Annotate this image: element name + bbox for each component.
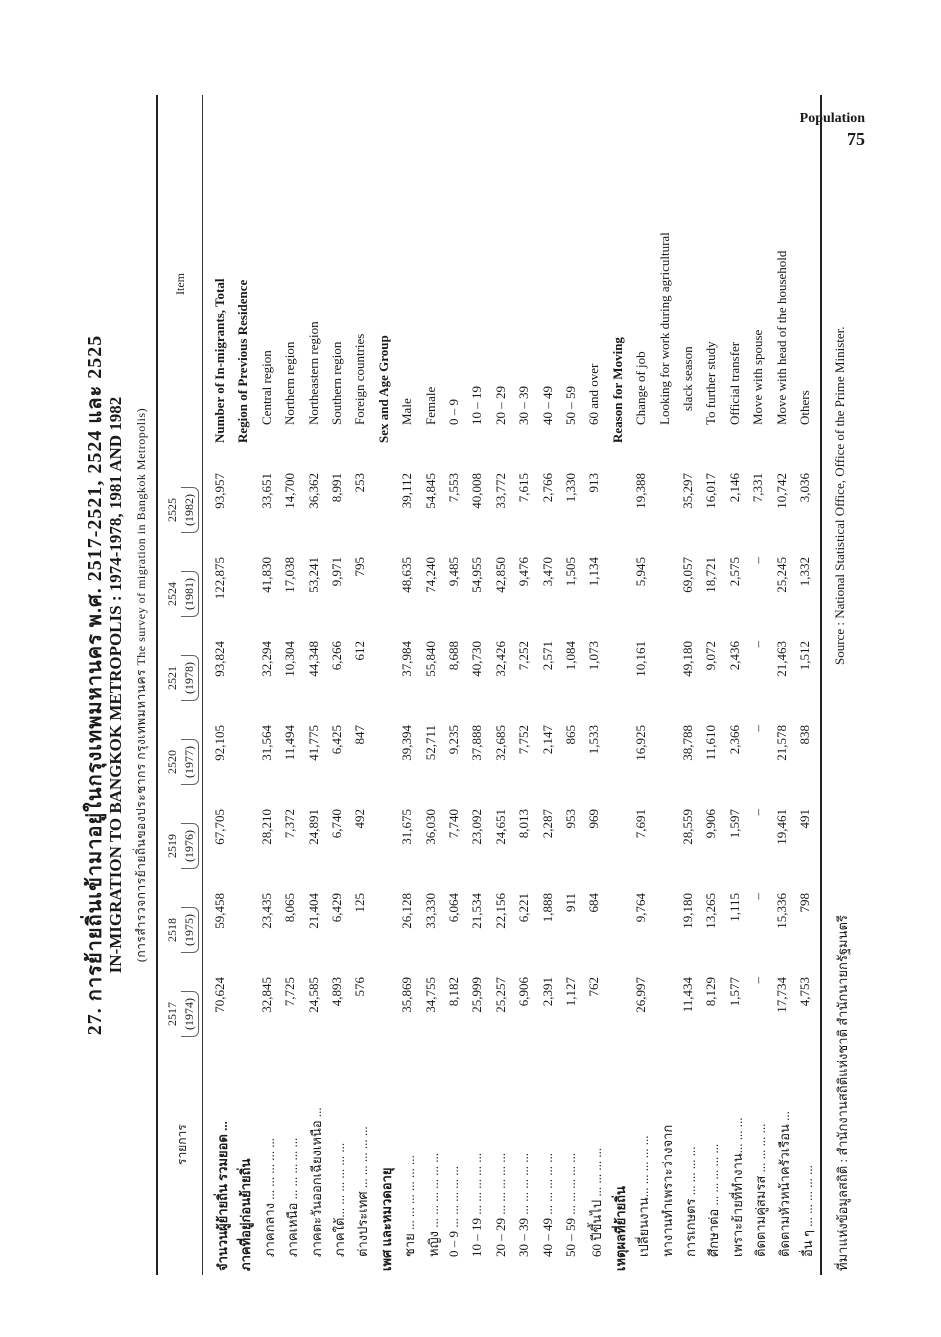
table-cell: 838 [797,725,812,745]
table-row [421,95,443,1275]
table-row [584,95,606,1275]
table-cell: 9,764 [633,893,649,923]
row-label-english: 10 – 19 [469,386,485,425]
table-cell: 70,624 [212,977,227,1013]
table-cell: 1,332 [797,557,812,587]
table-cell: 7,252 [516,641,532,671]
column-year-thai: 2519 [165,834,179,858]
row-label-english: Foreign countries [352,333,368,425]
table-cell: 44,348 [305,641,321,677]
table-cell: 13,265 [703,893,719,929]
table-cell: 8,182 [446,977,461,1007]
table-row [655,95,677,1275]
table-row [561,95,583,1275]
row-label-english: Change of job [633,351,649,425]
row-label-english: 40 – 49 [539,386,555,425]
table-cell: 491 [797,809,812,829]
table-subtitle: (การสำรวจการย้ายถิ่นของประชากร กรุงเทพมหานคร The survey of migration in Bangkok Metropolis) [134,407,148,963]
table-row [327,95,349,1275]
table-cell: 52,711 [422,725,438,761]
table-cell: 15,336 [773,893,789,929]
table-cell: 38,788 [680,725,695,761]
table-cell: 8,991 [329,473,344,503]
table-row [772,95,794,1275]
row-label-english: To further study [703,341,719,425]
row-label-english: Region of Previous Residence [235,279,251,443]
table-cell: 795 [352,557,368,577]
row-label-thai: จำนวนผู้ย้ายถิ่น รวมยอด ... [215,1121,230,1271]
table-cell: 1,597 [726,809,742,839]
row-label-english: 20 – 29 [492,386,508,425]
table-row [444,95,466,1275]
table-cell: 23,092 [469,809,485,845]
row-label-english: 50 – 59 [563,386,578,425]
table-cell: 4,893 [329,977,344,1007]
table-cell: 26,128 [399,893,415,929]
table-cell: 2,147 [539,725,555,755]
row-label-english: Female [422,386,438,425]
column-year-english: (1976) [181,823,199,869]
row-label-thai: เปลี่ยนงาน... ... ... ... ... [636,1135,652,1257]
table-cell: 1,127 [563,977,578,1007]
table-cell: 3,470 [539,557,555,587]
table-row [210,95,232,1275]
table-cell: 10,742 [773,473,789,509]
row-label-english: Southern region [329,341,344,425]
table-cell: 24,891 [305,809,321,845]
table-cell: 25,257 [492,977,508,1013]
table-cell: 6,740 [329,809,344,839]
table-cell: 22,156 [492,893,508,929]
table-cell: 7,615 [516,473,532,503]
table-row [257,95,279,1275]
row-label-thai: เหตุผลที่ย้ายถิ่น [612,1186,628,1271]
table-cell: 69,057 [680,557,695,593]
table-cell: 31,564 [258,725,274,761]
row-label-thai: การเกษตร ... ... ... ... [683,1146,698,1257]
table-cell: 253 [352,473,368,493]
row-label-english: Central region [258,350,274,425]
table-cell: 37,888 [469,725,485,761]
table-cell: 798 [797,893,812,913]
column-year-thai: 2521 [165,666,179,690]
table-cell: 9,476 [516,557,532,587]
row-label-thai: ต่างประเทศ ... ... ... ... ... [355,1126,371,1257]
row-label-english: Sex and Age Group [375,335,391,443]
row-label-thai: 20 – 29 ... ... ... ... ... [492,1153,508,1257]
table-cell: 16,925 [633,725,649,761]
table-row [491,95,513,1275]
table-cell: 48,635 [399,557,415,593]
table-cell: 847 [352,725,368,745]
row-label-thai: อื่น ๆ ... ... ... ... ... [800,1165,815,1257]
table-cell: 32,685 [492,725,508,761]
column-header [164,991,199,1037]
table-cell: 42,850 [492,557,508,593]
row-label-thai: 0 – 9 ... ... ... ... ... [446,1166,461,1257]
table-cell: 40,008 [469,473,485,509]
column-year-thai: 2520 [165,750,179,774]
table-cell: 53,241 [305,557,321,593]
column-year-english: (1974) [181,991,199,1037]
table-cell: 10,161 [633,641,649,677]
table-cell: 911 [563,893,578,913]
column-year-thai: 2517 [165,1002,179,1026]
table-cell: 35,297 [680,473,695,509]
table-cell: 41,775 [305,725,321,761]
table-cell: 19,180 [680,893,695,929]
table-cell: 9,971 [329,557,344,587]
table-cell: 31,675 [399,809,415,845]
table-row [304,95,326,1275]
row-label-thai: 40 – 49 ... ... ... ... ... [539,1153,555,1257]
table-cell: 26,997 [633,977,649,1013]
table-cell: 55,840 [422,641,438,677]
table-row [397,95,419,1275]
table-row [350,95,372,1275]
item-header-thai: รายการ [175,1124,189,1165]
table-cell: – [750,641,766,648]
table-row [748,95,770,1275]
column-year-thai: 2524 [165,582,179,606]
row-label-thai: 50 – 59 ... ... ... ... ... [563,1153,578,1257]
row-label-thai: ภาคเหนือ ... ... ... ... ... [285,1137,301,1257]
table-cell: 3,036 [797,473,812,503]
item-header-english: Item [173,273,187,295]
table-cell: 11,610 [703,725,719,761]
table-cell: 32,426 [492,641,508,677]
table-cell: 54,845 [422,473,438,509]
page-section-label: Population [799,111,865,126]
row-label-thai: เพศ และหมวดอายุ [378,1167,394,1271]
table-cell: 92,105 [212,725,227,761]
row-label-english: Reason for Moving [609,337,625,443]
table-cell: 35,869 [399,977,415,1013]
table-cell: 21,578 [773,725,789,761]
source-thai: ที่มาแห่งข้อมูลสถิติ : สำนักงานสถิติแห่งชาติ สำนักนายกรัฐมนตรี [835,915,850,1271]
table-cell: 492 [352,809,368,829]
table-cell: 37,984 [399,641,415,677]
table-cell: 122,875 [212,557,227,600]
rotated-table-page [72,95,862,1275]
header-rule [202,95,203,1275]
table-cell: 23,435 [258,893,274,929]
table-cell: 1,577 [726,977,742,1007]
table-cell: 28,559 [680,809,695,845]
table-cell: 17,038 [282,557,298,593]
table-cell: 1,505 [563,557,578,587]
table-cell: 11,494 [282,725,298,761]
row-label-thai: ภาคใต้... ... ... ... ... ... [332,1142,347,1257]
table-cell: 36,362 [305,473,321,509]
table-cell: 762 [586,977,602,997]
table-cell: 39,394 [399,725,415,761]
row-label-thai: ภาคที่อยู่ก่อนย้ายถิ่น [238,1158,254,1271]
table-cell: – [750,893,766,900]
table-cell: 1,533 [586,725,602,755]
table-cell: 9,485 [446,557,461,587]
table-cell: 2,436 [726,641,742,671]
row-label-thai: ภาคตะวันออกเฉียงเหนือ ... [308,1107,324,1257]
column-header [164,487,199,533]
table-cell: 913 [586,473,602,493]
column-header [164,907,199,953]
table-cell: 19,461 [773,809,789,845]
column-year-english: (1978) [181,655,199,701]
table-cell: 33,330 [422,893,438,929]
table-cell: 74,240 [422,557,438,593]
column-year-thai: 2525 [165,498,179,522]
table-cell: – [750,725,766,732]
column-header [164,739,199,785]
title-thai-text: การย้ายถิ่นเข้ามาอยู่ในกรุงเทพมหานคร พ.ศ. 2517-2521, 2524 และ 2525 [84,334,106,1002]
row-label-english: Official transfer [726,341,742,425]
table-cell: 39,112 [399,473,415,509]
table-row [678,95,700,1275]
table-cell: 24,651 [492,809,508,845]
table-cell: 7,752 [516,725,532,755]
row-label-thai: 60 ปีขึ้นไป ... ... ... ... [589,1147,605,1257]
table-cell: 7,691 [633,809,649,839]
table-cell: 865 [563,725,578,745]
table-cell: 1,134 [586,557,602,587]
table-row [280,95,302,1275]
table-row [233,95,255,1275]
row-label-thai: หญิง ... ... ... ... ... ... [425,1153,441,1257]
table-cell: 10,304 [282,641,298,677]
table-cell: 6,221 [516,893,532,923]
row-label-english: Northern region [282,341,298,425]
table-cell: 7,725 [282,977,298,1007]
table-cell: – [750,977,766,984]
table-row [631,95,653,1275]
table-cell: 2,575 [726,557,742,587]
top-rule [156,95,158,1275]
table-cell: 9,235 [446,725,461,755]
table-cell: 1,084 [563,641,578,671]
table-cell: 11,434 [680,977,695,1013]
row-label-thai: ศึกษาต่อ ... ... ... ... ... [706,1143,722,1257]
row-label-english: Number of In-migrants, Total [212,278,227,443]
column-header [164,823,199,869]
table-cell: 5,945 [633,557,649,587]
row-label-english: Move with head of the household [773,250,789,425]
table-cell: 25,245 [773,557,789,593]
row-label-thai: เพราะย้ายที่ทำงาน... ... ... [729,1117,745,1257]
table-cell: – [750,809,766,816]
table-cell: 40,730 [469,641,485,677]
table-cell: 33,651 [258,473,274,509]
table-row [374,95,396,1275]
table-cell: 6,266 [329,641,344,671]
table-cell: 125 [352,893,368,913]
table-row [538,95,560,1275]
table-cell: 7,553 [446,473,461,503]
table-cell: 21,463 [773,641,789,677]
table-cell: 59,458 [212,893,227,929]
table-cell: 7,740 [446,809,461,839]
table-cell: 1,888 [539,893,555,923]
column-year-thai: 2518 [165,918,179,942]
table-row [795,95,817,1275]
table-cell: 576 [352,977,368,997]
table-cell: 7,372 [282,809,298,839]
table-cell: 34,755 [422,977,438,1013]
table-cell: 9,072 [703,641,719,671]
column-year-english: (1975) [181,907,199,953]
table-cell: 684 [586,893,602,913]
table-row [725,95,747,1275]
table-cell: 612 [352,641,368,661]
table-cell: 969 [586,809,602,829]
table-cell: 67,705 [212,809,227,845]
table-number: 27. [84,1007,106,1036]
column-year-english: (1981) [181,571,199,617]
table-cell: 18,721 [703,557,719,593]
table-cell: 16,017 [703,473,719,509]
table-cell: 17,734 [773,977,789,1013]
table-cell: 2,366 [726,725,742,755]
bottom-rule [820,95,822,1275]
table-cell: 93,957 [212,473,227,509]
table-cell: 33,772 [492,473,508,509]
table-cell: 2,287 [539,809,555,839]
table-cell: 1,115 [726,893,742,922]
table-row [514,95,536,1275]
column-year-english: (1977) [181,739,199,785]
table-title-english: IN-MIGRATION TO BANGKOK METROPOLIS : 1974-1978, 1981 AND 1982 [106,396,125,974]
table-cell: 21,534 [469,893,485,929]
row-label-thai: 10 – 19 ... ... ... ... ... [469,1153,485,1257]
table-cell: 953 [563,809,578,829]
table-cell: 7,331 [750,473,766,503]
row-label-thai: หางานทำเพราะว่างจาก [659,1124,675,1257]
table-cell: – [750,557,766,564]
table-cell: 6,429 [329,893,344,923]
row-label-english: Looking for work during agricultural [656,232,672,425]
page-number: 75 [847,129,865,149]
source-english: Source : National Statistical Office, Office of the Prime Minister. [832,326,847,665]
row-label-thai: ชาย ... ... ... ... ... ... [402,1155,418,1257]
table-row [701,95,723,1275]
table-cell: 6,906 [516,977,532,1007]
table-cell: 49,180 [680,641,695,677]
row-label-english: Northeastern region [305,321,321,425]
table-cell: 41,830 [258,557,274,593]
table-cell: 1,073 [586,641,602,671]
table-cell: 1,512 [797,641,812,671]
table-cell: 32,845 [258,977,274,1013]
table-cell: 24,585 [305,977,321,1013]
table-cell: 21,404 [305,893,321,929]
table-cell: 8,013 [516,809,532,839]
table-cell: 4,753 [797,977,812,1007]
column-header [164,655,199,701]
table-cell: 36,030 [422,809,438,845]
row-label-english: 30 – 39 [516,386,532,425]
row-label-english: Male [399,398,415,425]
table-cell: 2,571 [539,641,555,671]
table-cell: 8,129 [703,977,719,1007]
table-cell: 8,065 [282,893,298,923]
column-header [164,571,199,617]
table-cell: 19,388 [633,473,649,509]
row-label-english: Move with spouse [750,329,766,425]
row-label-thai: ภาคกลาง ... ... ... ... ... [261,1137,277,1257]
table-row [467,95,489,1275]
table-cell: 6,064 [446,893,461,923]
row-label-thai: ติดตามคู่สมรส ... ... ... ... [753,1123,769,1257]
table-cell: 54,955 [469,557,485,593]
column-year-english: (1982) [181,487,199,533]
table-cell: 2,391 [539,977,555,1007]
table-cell: 2,146 [726,473,742,503]
table-cell: 93,824 [212,641,227,677]
row-label-thai: 30 – 39 ... ... ... ... ... [516,1153,532,1257]
row-label-english: 0 – 9 [446,399,461,425]
table-cell: 25,999 [469,977,485,1013]
row-label-english: 60 and over [586,363,602,425]
table-cell: 2,766 [539,473,555,503]
row-label-english: slack season [680,346,695,411]
row-label-thai: ติดตามหัวหน้าครัวเรือน ... [776,1111,792,1257]
row-label-english: Others [797,390,812,425]
table-cell: 14,700 [282,473,298,509]
table-cell: 9,906 [703,809,719,839]
table-row [608,95,630,1275]
table-cell: 32,294 [258,641,274,677]
table-cell: 1,330 [563,473,578,503]
table-cell: 6,425 [329,725,344,755]
table-cell: 8,688 [446,641,461,671]
table-cell: 28,210 [258,809,274,845]
